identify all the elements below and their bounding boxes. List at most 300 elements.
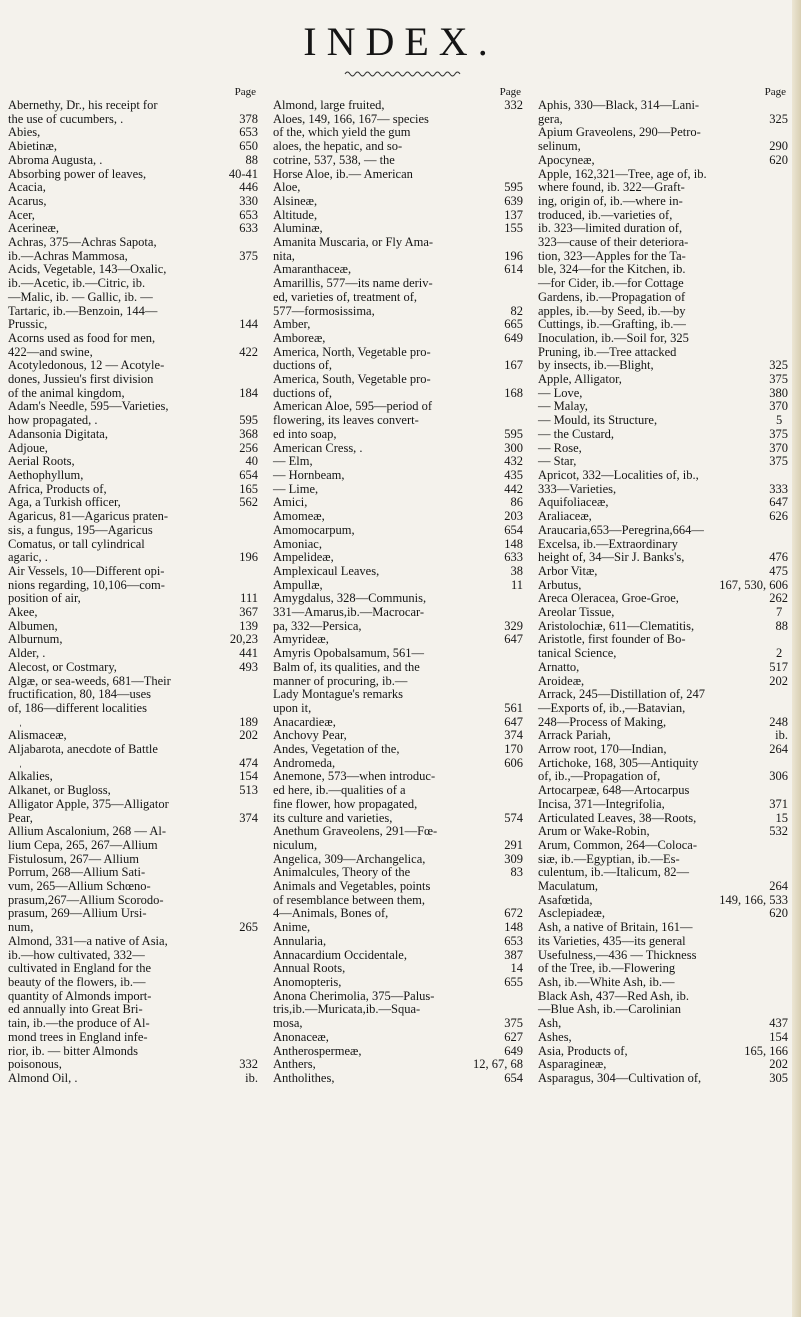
entry-text: Adjoue,: [8, 440, 48, 455]
index-entry: [538, 606, 788, 620]
entry-text: — Mould, its Structure,: [538, 413, 658, 428]
index-line: [538, 372, 788, 387]
index-line: [538, 892, 788, 908]
page-number: 380: [769, 385, 788, 400]
page-number: 437: [769, 1016, 788, 1031]
index-entry: [538, 675, 788, 689]
page-number: 532: [769, 824, 788, 839]
entry-text: Andromeda,: [273, 755, 336, 770]
page-number: 647: [504, 714, 523, 729]
entry-text: Algæ, or sea-weeds, 681—Their: [8, 673, 171, 688]
index-line: [538, 248, 788, 264]
index-line: [273, 1070, 523, 1086]
index-line: [273, 975, 523, 990]
entry-text: ib. 323—limited duration of,: [538, 221, 683, 236]
page-number: 475: [769, 563, 788, 578]
entry-text: Horse Aloe, ib.— American: [273, 166, 413, 181]
index-line: [273, 810, 523, 826]
index-line: [538, 426, 788, 442]
index-entry: [273, 99, 523, 113]
index-line: [8, 728, 258, 743]
entry-text: beauty of the flowers, ib.—: [8, 975, 146, 989]
index-line: [273, 1043, 523, 1059]
index-entry: [273, 400, 523, 441]
entry-text: aloes, the hepatic, and so-: [273, 139, 403, 154]
index-entry: [8, 510, 258, 565]
index-line: [273, 892, 523, 908]
index-line: [273, 330, 523, 346]
entry-text: Anacardieæ,: [273, 714, 336, 729]
page-number: 86: [510, 495, 523, 510]
entry-text: Apricot, 332—Localities of, ib.,: [538, 467, 699, 482]
index-entry: [538, 126, 788, 153]
page-number: 620: [769, 152, 788, 167]
index-entry: [8, 99, 258, 126]
page-number: 649: [504, 330, 523, 345]
index-line: [538, 344, 788, 360]
page-number: 290: [769, 139, 788, 154]
entry-text: ib.—how cultivated, 332—: [8, 947, 145, 962]
index-entry: [273, 921, 523, 935]
entry-text: Areolar Tissue,: [538, 605, 615, 620]
page-number: 82: [510, 303, 523, 318]
page-number: 562: [239, 495, 258, 510]
index-line: [273, 289, 523, 305]
entry-text: Gardens, ib.—Propagation of: [538, 289, 686, 304]
entry-text: Arum, Common, 264—Coloca-: [538, 837, 698, 852]
index-entry: [8, 469, 258, 483]
index-line: [273, 413, 523, 428]
index-entry: [8, 400, 258, 427]
entry-text: Anona Cherimolia, 375—Palus-: [273, 988, 435, 1003]
entry-text: Acorns used as food for men,: [8, 330, 156, 345]
index-entry: [273, 442, 523, 456]
entry-text: dones, Jussieu's first division: [8, 372, 154, 387]
page-number: 435: [504, 467, 523, 482]
entry-text: 4—Animals, Bones of,: [273, 906, 389, 921]
index-line: [538, 646, 788, 661]
index-line: [538, 851, 788, 867]
entry-text: Maculatum,: [538, 879, 599, 894]
entry-text: Antherospermeæ,: [273, 1043, 362, 1058]
page-number: 202: [239, 728, 258, 743]
page-number: 493: [239, 659, 258, 674]
wavy-rule-ornament: [345, 70, 460, 78]
index-entry: [8, 743, 258, 770]
index-line: [538, 632, 788, 647]
entry-text: rior, ib. — bitter Almonds: [8, 1043, 139, 1058]
entry-text: Amomeæ,: [273, 509, 325, 524]
index-entry: [8, 236, 258, 263]
index-entry: [538, 894, 788, 908]
page-number: 154: [239, 769, 258, 784]
index-line: [8, 454, 258, 469]
index-line: [8, 317, 258, 332]
index-line: [273, 906, 523, 921]
index-line: [273, 933, 523, 949]
entry-text: flowering, its leaves convert-: [273, 413, 419, 428]
entry-text: Annual Roots,: [273, 961, 346, 976]
page-number: 38: [510, 563, 523, 578]
entry-text: Alsineæ,: [273, 193, 318, 208]
entry-text: manner of procuring, ib.—: [273, 673, 408, 688]
page-number: 626: [769, 509, 788, 524]
index-line: [8, 563, 258, 579]
entry-text: 331—Amarus,ib.—Macrocar-: [273, 605, 425, 620]
index-entry: [273, 825, 523, 852]
index-line: [8, 235, 258, 250]
index-entry: [538, 812, 788, 826]
index-line: [8, 1070, 258, 1086]
index-line: [8, 125, 258, 140]
entry-text: America, North, Vegetable pro-: [273, 344, 431, 359]
page-number: 137: [504, 207, 523, 222]
entry-text: sis, a fungus, 195—Agaricus: [8, 522, 153, 537]
entry-text: Aga, a Turkish officer,: [8, 495, 121, 510]
entry-text: Apocyneæ,: [538, 152, 595, 167]
index-entry: [273, 770, 523, 825]
index-entry: [538, 839, 788, 894]
index-line: [8, 632, 258, 647]
page-number: 474: [239, 755, 258, 770]
index-entry: [273, 538, 523, 552]
page-number: 375: [239, 248, 258, 263]
entry-text: Amyris Opobalsamum, 561—: [273, 646, 425, 661]
index-line: [8, 947, 258, 963]
page-number: 40: [245, 454, 258, 469]
index-line: [8, 879, 258, 894]
index-entry: [273, 1058, 523, 1072]
index-line: [538, 467, 788, 483]
index-entry: [8, 565, 258, 606]
page-number: 606: [504, 755, 523, 770]
entry-text: Asparagus, 304—Cultivation of,: [538, 1070, 702, 1085]
index-entry: [8, 729, 258, 743]
entry-text: fructification, 80, 184—uses: [8, 687, 152, 702]
index-line: [538, 673, 788, 689]
index-entry: [273, 935, 523, 949]
entry-text: Inoculation, ib.—Soil for, 325: [538, 330, 689, 345]
entry-text: cultivated in England for the: [8, 961, 152, 976]
index-line: [8, 262, 258, 277]
index-entry: [538, 414, 788, 428]
index-entry: [538, 729, 788, 743]
entry-text: Abernethy, Dr., his receipt for: [8, 98, 158, 112]
page-number: 144: [239, 317, 258, 332]
page-number: 20,23: [229, 632, 258, 647]
page-number: 371: [769, 796, 788, 811]
index-line: [538, 481, 788, 497]
index-line: [8, 810, 258, 826]
index-entry: [538, 455, 788, 469]
page-number: 639: [504, 193, 523, 208]
entry-text: [20, 716, 22, 730]
entry-text: ing, origin of, ib.—where in-: [538, 193, 683, 208]
index-entry: [8, 825, 258, 935]
entry-text: Aloe,: [273, 180, 301, 195]
page-column-header: Page: [499, 86, 521, 98]
index-entry: [273, 373, 523, 400]
index-line: [273, 728, 523, 743]
index-line: [8, 372, 258, 387]
entry-text: Anthers,: [273, 1057, 316, 1072]
entry-text: Absorbing power of leaves,: [8, 166, 147, 181]
index-line: [538, 98, 788, 113]
page-number: 653: [239, 125, 258, 140]
entry-text: — Star,: [538, 454, 577, 469]
index-entry: [8, 181, 258, 195]
index-entry: [8, 195, 258, 209]
entry-text: —Exports of, ib.,—Batavian,: [538, 700, 686, 715]
index-line: [273, 769, 523, 784]
index-entry: [273, 483, 523, 497]
index-line: [8, 796, 258, 812]
index-entry: [273, 496, 523, 510]
entry-text: Arbor Vitæ,: [538, 563, 598, 578]
entry-text: ed annually into Great Bri-: [8, 1002, 143, 1017]
index-entry: [8, 675, 258, 730]
entry-text: mosa,: [273, 1016, 303, 1031]
index-line: [538, 522, 788, 538]
index-entry: [538, 565, 788, 579]
index-line: [8, 358, 258, 373]
entry-text: Annularia,: [273, 933, 327, 948]
entry-text: ib.—Acetic, ib.—Citric, ib.: [8, 276, 146, 291]
page-number: 2: [776, 646, 783, 661]
index-line: [538, 783, 788, 798]
entry-text: — Hornbeam,: [273, 467, 345, 482]
index-line: [8, 961, 258, 976]
index-line: [273, 961, 523, 976]
index-entry: [8, 154, 258, 168]
page-number: 184: [239, 385, 258, 400]
index-line: [8, 1016, 258, 1031]
entry-text: Ampullæ,: [273, 577, 323, 592]
entry-text: Acotyledonous, 12 — Acotyle-: [8, 358, 165, 373]
page-number: 517: [769, 659, 788, 674]
index-entry: [273, 1045, 523, 1059]
entry-text: Asafœtida,: [538, 892, 593, 907]
page-number: 40-41: [228, 166, 258, 181]
index-entry: [538, 1045, 788, 1059]
index-line: [273, 235, 523, 250]
index-entry: [538, 579, 788, 593]
index-entry: [538, 620, 788, 634]
index-line: [8, 659, 258, 675]
page-number: 330: [239, 193, 258, 208]
index-line: [8, 180, 258, 195]
index-line: [273, 98, 523, 113]
index-line: [538, 399, 788, 414]
entry-text: quantity of Almonds import-: [8, 988, 152, 1003]
page-number: 595: [239, 413, 258, 428]
page-number: 265: [239, 920, 258, 935]
entry-text: of resemblance between them,: [273, 892, 426, 907]
entry-text: Apium Graveolens, 290—Petro-: [538, 125, 701, 140]
page-number: 264: [769, 879, 788, 894]
index-line: [8, 152, 258, 168]
entry-text: of the, which yield the gum: [273, 125, 411, 140]
index-entry: [538, 757, 788, 784]
index-line: [273, 276, 523, 291]
index-line: [8, 646, 258, 661]
index-line: [538, 1043, 788, 1059]
entry-text: Amboreæ,: [273, 330, 326, 345]
index-entry: [273, 236, 523, 263]
index-line: [538, 125, 788, 140]
index-line: [538, 728, 788, 743]
entry-text: Porrum, 268—Allium Sati-: [8, 865, 146, 880]
entry-text: Altitude,: [273, 207, 318, 222]
page-number: 332: [239, 1057, 258, 1072]
index-entries: [273, 99, 523, 1086]
index-entry: [538, 387, 788, 401]
index-line: [273, 550, 523, 565]
entry-text: by insects, ib.—Blight,: [538, 358, 654, 373]
index-entry: [273, 949, 523, 963]
entry-text: [20, 757, 22, 771]
entry-text: Albumen,: [8, 618, 58, 633]
index-entry: [8, 935, 258, 1072]
index-entries: [8, 99, 258, 1086]
page-number: 375: [769, 426, 788, 441]
index-line: [273, 1057, 523, 1072]
entry-text: of the Tree, ib.—Flowering: [538, 961, 676, 976]
entry-text: tain, ib.—the produce of Al-: [8, 1016, 150, 1031]
entry-text: Anonaceæ,: [273, 1029, 329, 1044]
entry-text: niculum,: [273, 837, 318, 852]
index-line: [273, 454, 523, 469]
entry-text: prasum,267—Allium Scorodo-: [8, 892, 164, 907]
entry-text: Alligator Apple, 375—Alligator: [8, 796, 169, 811]
entry-text: 323—cause of their deteriora-: [538, 235, 689, 250]
index-entry: [538, 442, 788, 456]
index-entry: [8, 647, 258, 661]
page-number: 262: [769, 591, 788, 606]
page-number: 248: [769, 714, 788, 729]
entry-text: Achras, 375—Achras Sapota,: [8, 235, 157, 250]
entry-text: of, ib.,—Propagation of,: [538, 769, 661, 784]
page-number: 647: [769, 495, 788, 510]
index-line: [8, 139, 258, 154]
entry-text: — Love,: [538, 385, 583, 400]
entry-text: Excelsa, ib.—Extraordinary: [538, 536, 678, 551]
index-line: [273, 111, 523, 127]
index-line: [538, 413, 788, 428]
index-entry: [273, 729, 523, 743]
entry-text: Apple, Alligator,: [538, 372, 622, 387]
entry-text: Animals and Vegetables, points: [273, 879, 431, 894]
index-line: [273, 467, 523, 483]
index-entry: [538, 1072, 788, 1086]
index-column-3: [538, 86, 788, 1086]
index-line: [538, 152, 788, 168]
entry-text: Aristotle, first founder of Bo-: [538, 632, 686, 647]
entry-text: Andes, Vegetation of the,: [273, 742, 400, 757]
entry-text: num,: [8, 920, 34, 935]
index-entry: [8, 359, 258, 400]
index-line: [538, 879, 788, 894]
entry-text: Usefulness,—436 — Thickness: [538, 947, 697, 962]
page-number: 654: [239, 467, 258, 482]
page-number: 325: [769, 358, 788, 373]
index-line: [273, 632, 523, 647]
index-entry: [273, 633, 523, 647]
index-entry: [273, 524, 523, 538]
entry-text: Araliaceæ,: [538, 509, 592, 524]
index-line: [538, 1016, 788, 1031]
index-entry: [273, 647, 523, 716]
index-entry: [8, 784, 258, 798]
index-line: [538, 180, 788, 195]
page-number: 595: [504, 426, 523, 441]
entry-text: mond trees in England infe-: [8, 1029, 148, 1044]
index-line: [538, 1002, 788, 1017]
index-line: [538, 1070, 788, 1086]
index-entry: [8, 620, 258, 634]
entry-text: —Blue Ash, ib.—Carolinian: [538, 1002, 682, 1017]
entry-text: — Elm,: [273, 454, 313, 469]
entry-text: Ampelideæ,: [273, 550, 334, 565]
index-entry: [538, 428, 788, 442]
page-number: 375: [504, 1016, 523, 1031]
page-number: 653: [504, 933, 523, 948]
index-entry: [273, 716, 523, 730]
index-entry: [273, 1072, 523, 1086]
page-number: 305: [769, 1070, 788, 1085]
page-number: 196: [239, 550, 258, 565]
entry-text: pa, 332—Persica,: [273, 618, 362, 633]
index-line: [8, 509, 258, 524]
index-entry: [273, 113, 523, 195]
entry-text: vum, 265—Allium Schœno-: [8, 879, 151, 894]
index-entry: [273, 579, 523, 593]
entry-text: Ash,: [538, 1016, 562, 1031]
entry-text: tion, 323—Apples for the Ta-: [538, 248, 686, 263]
entry-text: Amomocarpum,: [273, 522, 355, 537]
index-line: [273, 605, 523, 620]
index-entry: [538, 633, 788, 660]
page-title: INDEX.: [303, 19, 498, 64]
entry-text: Asparagineæ,: [538, 1057, 607, 1072]
index-entry: [273, 469, 523, 483]
index-line: [273, 358, 523, 373]
index-line: [538, 755, 788, 771]
page-number: 325: [769, 111, 788, 126]
page-number: 614: [504, 262, 523, 277]
page-number: 11: [510, 577, 523, 592]
index-line: [8, 413, 258, 428]
index-line: [273, 372, 523, 387]
index-line: [538, 1029, 788, 1045]
entry-text: troduced, ib.—varieties of,: [538, 207, 673, 222]
page-number: 370: [769, 440, 788, 455]
page-number: 650: [239, 139, 258, 154]
index-line: [273, 509, 523, 524]
index-entry: [538, 921, 788, 1031]
page-number: 374: [504, 728, 523, 743]
page-number: 88: [775, 618, 788, 633]
entry-text: Alecost, or Costmary,: [8, 659, 117, 674]
page-number: 375: [769, 372, 788, 387]
page-number: 148: [504, 920, 523, 935]
page-number: 332: [504, 98, 523, 112]
page-number: 300: [504, 440, 523, 455]
entry-text: Incisa, 371—Integrifolia,: [538, 796, 665, 811]
index-line: [538, 837, 788, 853]
index-line: [273, 796, 523, 812]
index-entry: [273, 209, 523, 223]
